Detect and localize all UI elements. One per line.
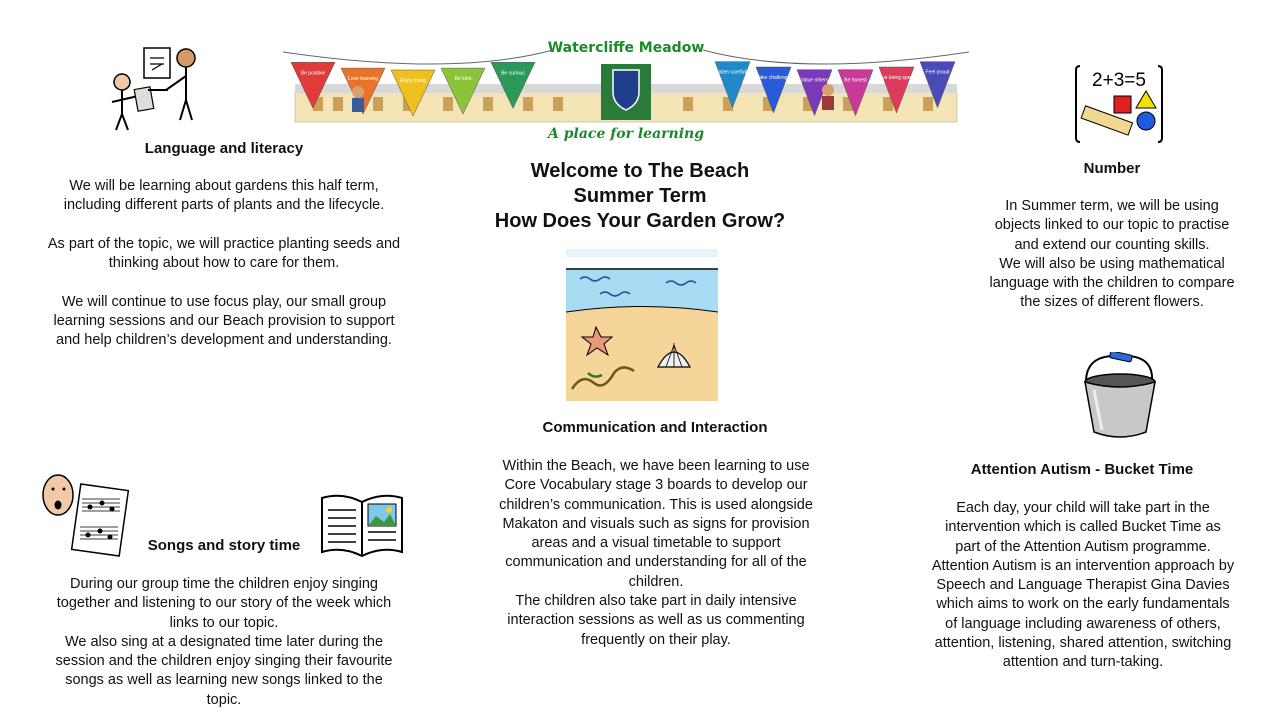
attention-heading: Attention Autism - Bucket Time <box>970 461 1194 478</box>
songs-heading: Songs and story time <box>147 537 301 554</box>
bunting-flag-label: Enjoy trying <box>399 78 427 84</box>
bunting-flag-label: Listen carefully <box>715 69 750 76</box>
number-heading: Number <box>1083 160 1141 177</box>
bunting-flag-label: Value being special <box>875 75 918 81</box>
communication-heading: Communication and Interaction <box>542 419 768 436</box>
language-heading: Language and literacy <box>144 140 304 157</box>
open-book-icon <box>318 492 406 560</box>
page-title <box>470 159 810 234</box>
bunting-flag-label: Be curious <box>501 70 525 77</box>
beach-image <box>566 249 718 401</box>
singing-icon <box>40 473 132 559</box>
school-banner <box>283 22 969 144</box>
number-body: In Summer term, we will be using objects linked to our topic to practise and extend our counting skills. We will also be using mathematical language with the children to compare the sizes of different flowers. <box>989 198 1235 311</box>
language-body: We will be learning about gardens this half term, including different parts of plants and the lifecycle. As part of the topic, we will practice planting seeds and thinking about how to care for them. We will continue to use focus play, our small group learning sessions and our Beach provision to support and help children’s development and understanding. <box>47 178 401 349</box>
communication-body: Within the Beach, we have been learning to use Core Vocabulary stage 3 boards to develop our children’s communication. This is used alongside Makaton and visuals such as signs for provision areas and a visual timetable to support communication and understanding for all of the children. The children also take part in daily intensive interaction sessions as well as us commenting frequently on their play. <box>499 458 813 648</box>
bucket-icon <box>1080 352 1160 442</box>
bunting-flag-label: Be positive <box>300 70 326 77</box>
songs-body: During our group time the children enjoy singing together and listening to our story of the week which links to our topic. We also sing at a designated time later during the session and the children enjoy singing their favourite songs as well as learning new songs linked to the topic. <box>55 576 393 708</box>
bunting-flag-label: Be kind <box>454 76 472 83</box>
number-icon <box>1074 64 1164 144</box>
bunting-flag-label: Be honest <box>844 77 867 84</box>
bunting-flag-label: Value others <box>800 77 829 84</box>
title-line-3: How Does Your Garden Grow? <box>494 210 786 232</box>
bunting-flag-label: Take challenge <box>756 75 791 81</box>
school-name: Watercliffe Meadow <box>547 40 705 56</box>
bunting-flag-label: Feel proud <box>925 69 950 76</box>
attention-body: Each day, your child will take part in the intervention which is called Bucket Time as part of the Attention Autism programme. Attention Autism is an intervention approach by Speech and Language Therapist Gina Davies which aims to work on the early fundamentals of language including awareness of others, attention, listening, shared attention, switching attention and turn-taking. <box>931 500 1235 671</box>
title-line-1: Welcome to The Beach <box>530 160 750 182</box>
bunting-flag-label: Love learning <box>347 76 379 83</box>
title-line-2: Summer Term <box>573 185 707 207</box>
reading-icon <box>108 44 200 134</box>
school-motto: A place for learning <box>548 126 704 142</box>
equation-text: 2+3=5 <box>1092 70 1146 91</box>
